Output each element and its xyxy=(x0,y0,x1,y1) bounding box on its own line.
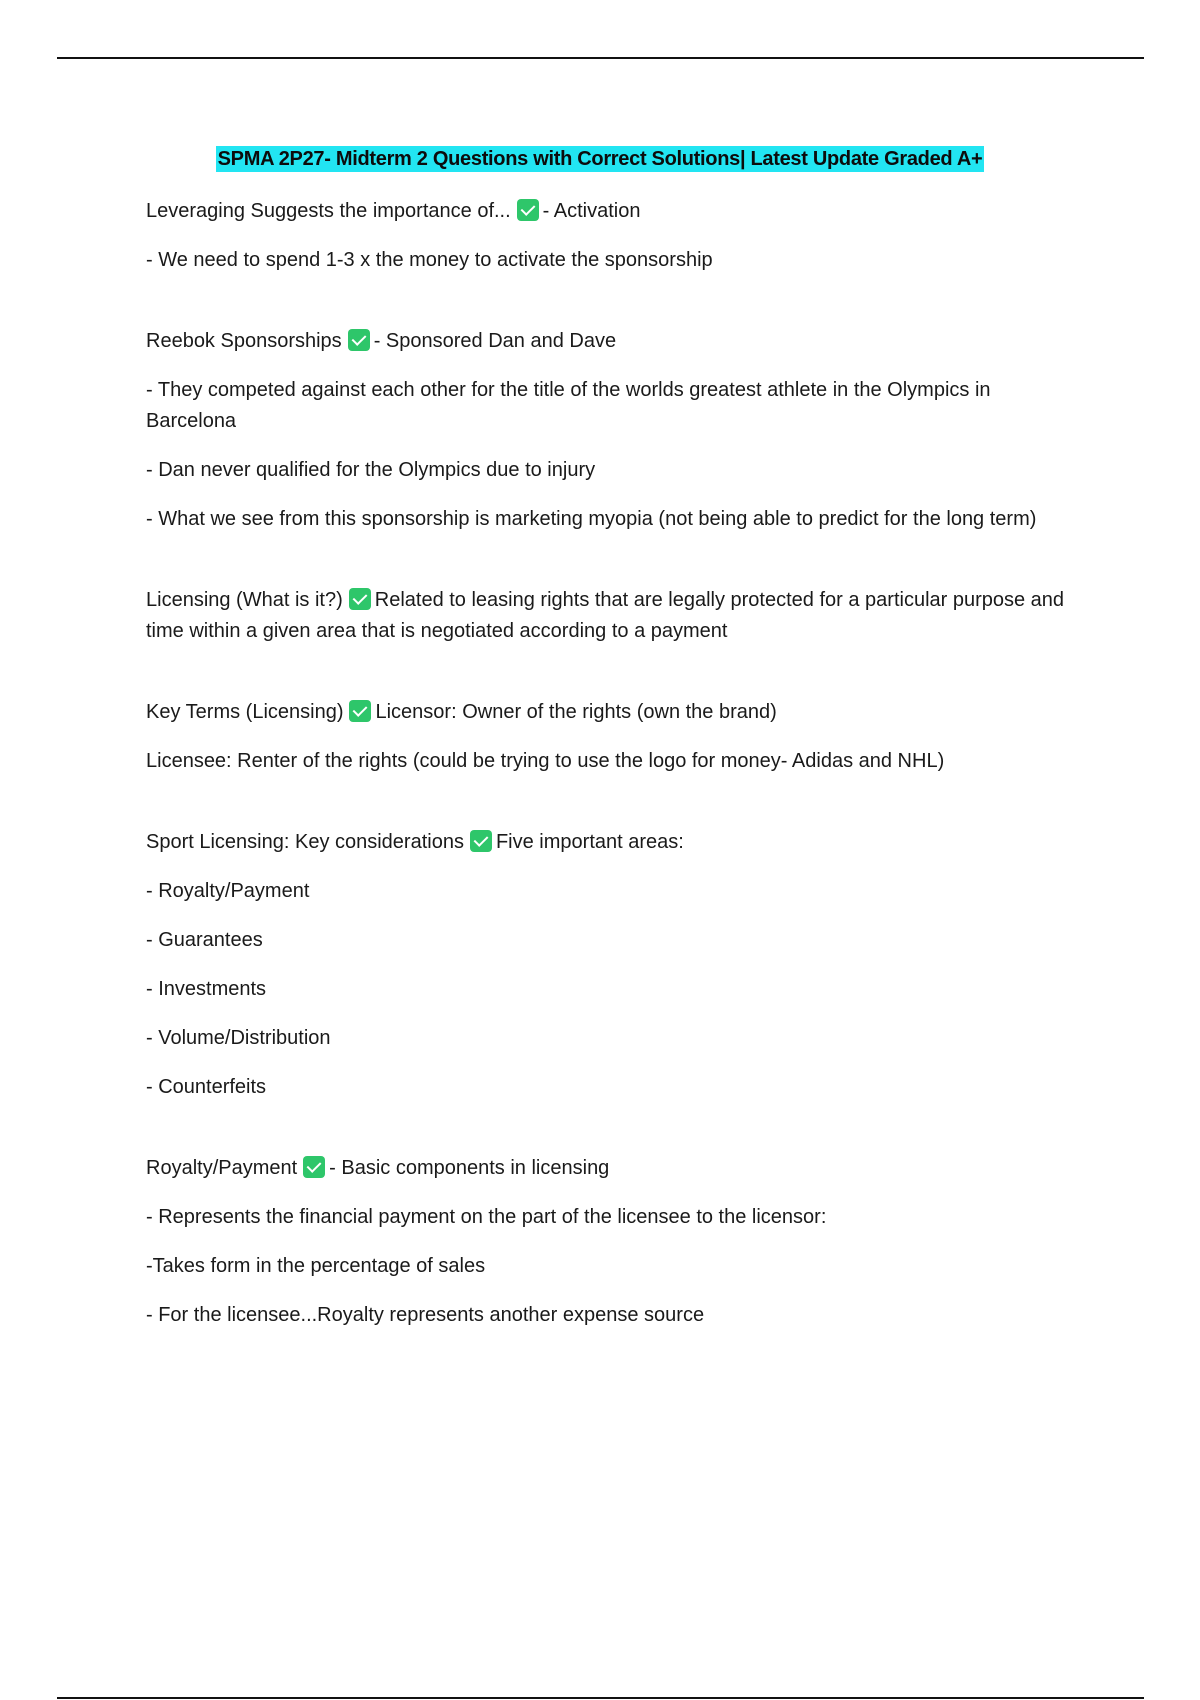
qa-block-key-terms xyxy=(146,697,1086,777)
question-text: Key Terms (Licensing) xyxy=(146,701,344,723)
qa-question-line xyxy=(146,1153,1086,1184)
check-mark-icon xyxy=(470,830,492,852)
qa-block-leveraging xyxy=(146,196,1086,276)
answer-text: Licensor: Owner of the rights (own the brand) xyxy=(375,701,777,723)
question-text: Leveraging Suggests the importance of... xyxy=(146,200,511,222)
bottom-rule xyxy=(57,1697,1144,1699)
check-mark-icon xyxy=(348,329,370,351)
answer-line: - What we see from this sponsorship is marketing myopia (not being able to predict for the long term) xyxy=(146,508,1037,530)
question-text: Royalty/Payment xyxy=(146,1157,298,1179)
answer-line: - Volume/Distribution xyxy=(146,1027,331,1049)
qa-question-line xyxy=(146,827,1086,858)
answer-text: - Basic components in licensing xyxy=(329,1157,610,1179)
answer-line: - Counterfeits xyxy=(146,1076,267,1098)
qa-block-reebok xyxy=(146,326,1086,535)
answer-line: - Royalty/Payment xyxy=(146,880,310,902)
qa-block-royalty xyxy=(146,1153,1086,1331)
answer-line: - Investments xyxy=(146,978,267,1000)
document-title: SPMA 2P27- Midterm 2 Questions with Correct Solutions| Latest Update Graded A+ xyxy=(217,148,983,170)
qa-block-sport-licensing xyxy=(146,827,1086,1103)
answer-text: - Sponsored Dan and Dave xyxy=(373,330,617,352)
question-text: Sport Licensing: Key considerations xyxy=(146,831,464,853)
answer-line: - For the licensee...Royalty represents another expense source xyxy=(146,1304,705,1326)
answer-text: - Activation xyxy=(542,200,641,222)
top-rule xyxy=(57,57,1144,59)
qa-question-line xyxy=(146,585,1086,647)
check-mark-icon xyxy=(303,1156,325,1178)
question-text: Licensing (What is it?) xyxy=(146,589,343,611)
answer-line: - Guarantees xyxy=(146,929,263,951)
title-wrap xyxy=(0,146,1200,172)
qa-question-line xyxy=(146,326,1086,357)
answer-text: Related to leasing rights that are legally protected for a particular purpose and time within a given area that is negotiated according to a payment xyxy=(146,589,1065,642)
answer-text: Five important areas: xyxy=(495,831,684,853)
qa-question-line xyxy=(146,196,1086,227)
answer-line: - We need to spend 1-3 x the money to activate the sponsorship xyxy=(146,249,713,271)
answer-line: Licensee: Renter of the rights (could be trying to use the logo for money- Adidas and NHL) xyxy=(146,750,945,772)
document-body xyxy=(146,196,1086,1381)
question-text: Reebok Sponsorships xyxy=(146,330,342,352)
qa-question-line xyxy=(146,697,1086,728)
check-mark-icon xyxy=(349,700,371,722)
answer-line: -Takes form in the percentage of sales xyxy=(146,1255,486,1277)
answer-line: - They competed against each other for the title of the worlds greatest athlete in the Olympics in Barcelona xyxy=(146,379,991,432)
check-mark-icon xyxy=(517,199,539,221)
qa-block-licensing xyxy=(146,585,1086,647)
answer-line: - Dan never qualified for the Olympics due to injury xyxy=(146,459,596,481)
check-mark-icon xyxy=(349,588,371,610)
answer-line: - Represents the financial payment on the part of the licensee to the licensor: xyxy=(146,1206,827,1228)
